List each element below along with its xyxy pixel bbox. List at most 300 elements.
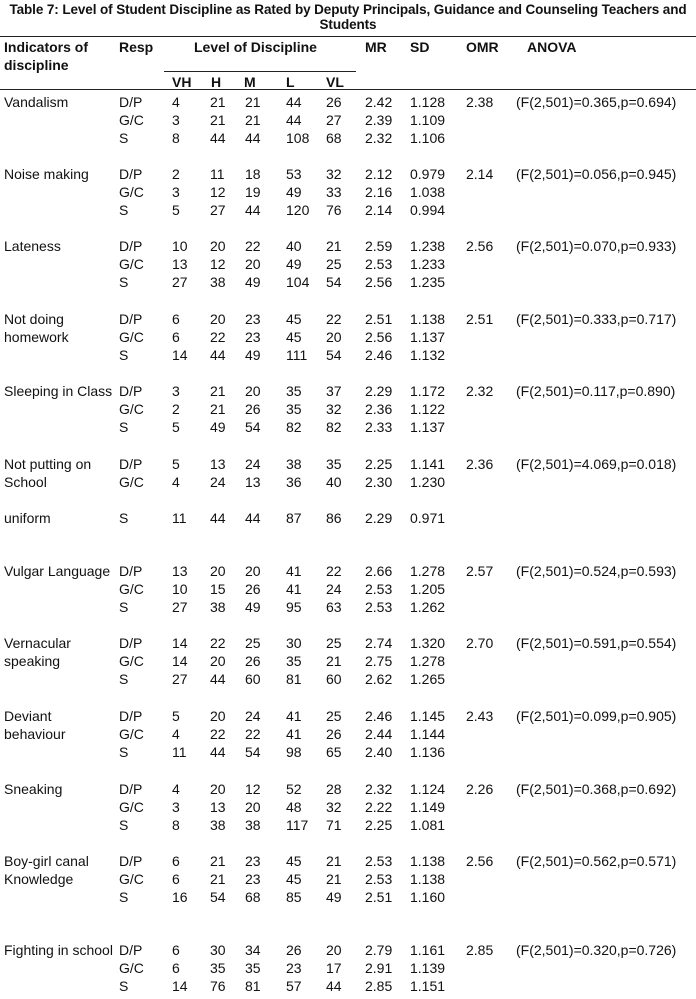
cell-l: 45	[286, 871, 302, 887]
indicator-label: uniform	[4, 510, 51, 526]
cell-l: 35	[286, 401, 302, 417]
cell-l: 117	[286, 817, 309, 833]
cell-sd: 1.160	[410, 889, 446, 905]
cell-mr: 2.14	[365, 202, 393, 218]
cell-vh: 5	[172, 708, 180, 724]
cell-l: 26	[286, 942, 302, 958]
cell-sd: 0.979	[410, 166, 446, 182]
cell-vl: 65	[326, 744, 342, 760]
cell-resp: S	[119, 510, 129, 526]
subheader-h: H	[211, 74, 222, 90]
cell-l: 49	[286, 256, 302, 272]
cell-resp: G/C	[119, 581, 144, 597]
cell-vl: 86	[326, 510, 342, 526]
cell-l: 81	[286, 671, 302, 687]
cell-mr: 2.32	[365, 130, 393, 146]
cell-vh: 5	[172, 456, 180, 472]
anova-value: (F(2,501)=0.365,p=0.694)	[516, 94, 677, 110]
cell-vl: 33	[326, 184, 342, 200]
cell-vh: 5	[172, 202, 180, 218]
cell-sd: 0.994	[410, 202, 446, 218]
cell-mr: 2.42	[365, 94, 393, 110]
cell-vh: 5	[172, 419, 180, 435]
cell-m: 13	[245, 474, 261, 490]
omr-value: 2.36	[466, 456, 494, 472]
cell-m: 23	[245, 853, 261, 869]
cell-mr: 2.53	[365, 853, 393, 869]
cell-vh: 6	[172, 853, 180, 869]
cell-vl: 49	[326, 889, 342, 905]
cell-l: 23	[286, 960, 302, 976]
cell-l: 111	[286, 347, 308, 363]
cell-resp: G/C	[119, 960, 144, 976]
cell-mr: 2.22	[365, 799, 393, 815]
cell-h: 76	[210, 978, 226, 994]
cell-l: 108	[286, 130, 310, 146]
cell-resp: D/P	[119, 853, 143, 869]
cell-mr: 2.39	[365, 112, 393, 128]
header-mr: MR	[365, 39, 387, 55]
cell-h: 20	[210, 311, 226, 327]
cell-resp: S	[119, 130, 129, 146]
cell-m: 12	[245, 781, 261, 797]
cell-mr: 2.29	[365, 383, 393, 399]
cell-vh: 10	[172, 581, 188, 597]
cell-sd: 1.278	[410, 563, 446, 579]
cell-resp: G/C	[119, 184, 144, 200]
cell-resp: D/P	[119, 94, 143, 110]
cell-l: 45	[286, 329, 302, 345]
cell-vl: 22	[326, 311, 342, 327]
anova-value: (F(2,501)=0.562,p=0.571)	[516, 853, 677, 869]
omr-value: 2.57	[466, 563, 494, 579]
cell-mr: 2.51	[365, 311, 393, 327]
cell-m: 44	[245, 130, 261, 146]
cell-l: 87	[286, 510, 302, 526]
cell-mr: 2.16	[365, 184, 393, 200]
cell-l: 120	[286, 202, 310, 218]
cell-sd: 1.138	[410, 853, 446, 869]
header-bottom-rule	[0, 89, 696, 90]
cell-sd: 1.278	[410, 653, 446, 669]
cell-mr: 2.56	[365, 329, 393, 345]
cell-resp: D/P	[119, 238, 143, 254]
cell-h: 13	[210, 456, 226, 472]
cell-h: 30	[210, 942, 226, 958]
cell-l: 35	[286, 383, 302, 399]
cell-m: 21	[245, 112, 261, 128]
cell-mr: 2.56	[365, 274, 393, 290]
cell-resp: D/P	[119, 708, 143, 724]
cell-h: 21	[210, 853, 226, 869]
cell-h: 44	[210, 510, 226, 526]
cell-vh: 13	[172, 563, 188, 579]
cell-sd: 1.141	[410, 456, 446, 472]
cell-mr: 2.53	[365, 256, 393, 272]
cell-vl: 44	[326, 978, 342, 994]
cell-m: 49	[245, 274, 261, 290]
header-sd: SD	[410, 39, 430, 55]
cell-sd: 1.128	[410, 94, 446, 110]
cell-m: 18	[245, 166, 261, 182]
cell-resp: D/P	[119, 563, 143, 579]
cell-m: 54	[245, 744, 261, 760]
cell-vh: 27	[172, 599, 188, 615]
cell-m: 26	[245, 581, 261, 597]
cell-resp: G/C	[119, 401, 144, 417]
cell-m: 81	[245, 978, 261, 994]
indicator-label: Vandalism	[4, 94, 69, 110]
cell-m: 22	[245, 238, 261, 254]
anova-value: (F(2,501)=0.591,p=0.554)	[516, 635, 677, 651]
cell-m: 23	[245, 329, 261, 345]
anova-value: (F(2,501)=0.117,p=0.890)	[516, 383, 676, 399]
indicator-label: Lateness	[4, 238, 61, 254]
cell-l: 104	[286, 274, 310, 290]
cell-mr: 2.53	[365, 871, 393, 887]
cell-h: 13	[210, 799, 226, 815]
cell-mr: 2.32	[365, 781, 393, 797]
cell-vh: 14	[172, 635, 188, 651]
header-resp: Resp	[119, 39, 154, 55]
cell-resp: G/C	[119, 726, 144, 742]
indicator-label: Vernacular speaking	[4, 635, 71, 669]
cell-l: 41	[286, 708, 302, 724]
cell-vh: 11	[172, 510, 187, 526]
cell-sd: 1.320	[410, 635, 446, 651]
cell-vl: 21	[326, 853, 342, 869]
cell-l: 48	[286, 799, 302, 815]
cell-l: 44	[286, 112, 302, 128]
cell-vh: 10	[172, 238, 188, 254]
cell-resp: S	[119, 817, 129, 833]
cell-resp: S	[119, 744, 129, 760]
cell-l: 53	[286, 166, 302, 182]
omr-value: 2.56	[466, 238, 494, 254]
cell-m: 20	[245, 383, 261, 399]
cell-vl: 32	[326, 401, 342, 417]
cell-l: 49	[286, 184, 302, 200]
cell-l: 44	[286, 94, 302, 110]
cell-vh: 6	[172, 871, 180, 887]
cell-mr: 2.79	[365, 942, 393, 958]
header-anova: ANOVA	[527, 39, 577, 55]
cell-sd: 1.138	[410, 311, 446, 327]
cell-mr: 2.29	[365, 510, 393, 526]
cell-m: 44	[245, 510, 261, 526]
cell-m: 26	[245, 401, 261, 417]
cell-l: 35	[286, 653, 302, 669]
cell-vh: 6	[172, 311, 180, 327]
cell-vh: 4	[172, 781, 180, 797]
cell-vl: 54	[326, 274, 342, 290]
cell-vl: 24	[326, 581, 342, 597]
cell-mr: 2.74	[365, 635, 393, 651]
cell-sd: 1.124	[410, 781, 446, 797]
cell-vl: 82	[326, 419, 342, 435]
cell-vl: 32	[326, 166, 342, 182]
cell-l: 85	[286, 889, 302, 905]
cell-vh: 8	[172, 817, 180, 833]
cell-h: 44	[210, 671, 226, 687]
cell-h: 21	[210, 112, 226, 128]
cell-resp: D/P	[119, 635, 143, 651]
cell-l: 98	[286, 744, 302, 760]
cell-vl: 25	[326, 256, 342, 272]
cell-h: 20	[210, 238, 226, 254]
subheader-l: L	[286, 74, 295, 90]
cell-mr: 2.51	[365, 889, 393, 905]
cell-h: 24	[210, 474, 226, 490]
cell-m: 25	[245, 635, 261, 651]
cell-h: 12	[210, 256, 226, 272]
header-omr: OMR	[466, 39, 499, 55]
cell-l: 38	[286, 456, 302, 472]
omr-value: 2.38	[466, 94, 494, 110]
omr-value: 2.26	[466, 781, 494, 797]
cell-h: 21	[210, 871, 226, 887]
indicator-label: Sleeping in Class	[4, 383, 113, 399]
indicator-label: Not doing homework	[4, 311, 69, 345]
cell-mr: 2.25	[365, 456, 393, 472]
cell-h: 35	[210, 960, 226, 976]
cell-m: 20	[245, 563, 261, 579]
omr-value: 2.70	[466, 635, 494, 651]
cell-l: 45	[286, 853, 302, 869]
cell-sd: 1.137	[410, 419, 446, 435]
level-subheader-rule	[164, 71, 356, 72]
cell-m: 34	[245, 942, 261, 958]
cell-vh: 3	[172, 383, 180, 399]
cell-resp: S	[119, 347, 129, 363]
cell-mr: 2.12	[365, 166, 393, 182]
omr-value: 2.43	[466, 708, 494, 724]
header-level: Level of Discipline	[194, 39, 317, 55]
cell-vh: 14	[172, 347, 188, 363]
cell-resp: G/C	[119, 256, 144, 272]
cell-mr: 2.46	[365, 347, 393, 363]
cell-m: 22	[245, 726, 261, 742]
cell-m: 44	[245, 202, 261, 218]
subheader-vl: VL	[326, 74, 344, 90]
cell-vl: 76	[326, 202, 342, 218]
cell-h: 27	[210, 202, 226, 218]
cell-mr: 2.53	[365, 581, 393, 597]
cell-m: 49	[245, 347, 261, 363]
cell-l: 57	[286, 978, 302, 994]
subheader-m: M	[244, 74, 256, 90]
cell-l: 95	[286, 599, 302, 615]
cell-h: 11	[210, 166, 225, 182]
cell-mr: 2.40	[365, 744, 393, 760]
cell-vh: 16	[172, 889, 188, 905]
cell-resp: G/C	[119, 112, 144, 128]
cell-h: 38	[210, 274, 226, 290]
anova-value: (F(2,501)=0.099,p=0.905)	[516, 708, 677, 724]
cell-vh: 2	[172, 401, 180, 417]
cell-h: 44	[210, 347, 226, 363]
cell-vh: 8	[172, 130, 180, 146]
indicator-label: Sneaking	[4, 781, 63, 797]
omr-value: 2.14	[466, 166, 494, 182]
cell-sd: 1.106	[410, 130, 446, 146]
cell-vh: 2	[172, 166, 180, 182]
cell-sd: 1.136	[410, 744, 446, 760]
cell-l: 36	[286, 474, 302, 490]
cell-h: 12	[210, 184, 226, 200]
cell-h: 54	[210, 889, 226, 905]
cell-vl: 21	[326, 653, 342, 669]
cell-resp: S	[119, 599, 129, 615]
cell-resp: S	[119, 419, 129, 435]
cell-h: 22	[210, 726, 226, 742]
anova-value: (F(2,501)=0.368,p=0.692)	[516, 781, 677, 797]
cell-vl: 26	[326, 726, 342, 742]
cell-sd: 1.230	[410, 474, 446, 490]
cell-vl: 32	[326, 799, 342, 815]
cell-l: 30	[286, 635, 302, 651]
cell-vl: 26	[326, 94, 342, 110]
cell-vh: 27	[172, 671, 188, 687]
cell-sd: 1.081	[410, 817, 446, 833]
cell-m: 24	[245, 456, 261, 472]
cell-mr: 2.36	[365, 401, 393, 417]
header-indicators: Indicators of discipline	[4, 39, 89, 73]
cell-vh: 3	[172, 184, 180, 200]
cell-sd: 1.137	[410, 329, 446, 345]
anova-value: (F(2,501)=0.333,p=0.717)	[516, 311, 677, 327]
cell-vh: 6	[172, 960, 180, 976]
cell-sd: 1.265	[410, 671, 446, 687]
cell-vl: 20	[326, 942, 342, 958]
cell-h: 20	[210, 653, 226, 669]
cell-vh: 4	[172, 94, 180, 110]
cell-vh: 3	[172, 799, 180, 815]
cell-mr: 2.66	[365, 563, 393, 579]
cell-h: 15	[210, 581, 226, 597]
indicator-label: Boy-girl canal Knowledge	[4, 853, 89, 887]
omr-value: 2.51	[466, 311, 494, 327]
cell-h: 38	[210, 599, 226, 615]
cell-m: 23	[245, 311, 261, 327]
cell-m: 19	[245, 184, 261, 200]
cell-l: 40	[286, 238, 302, 254]
cell-vh: 14	[172, 653, 188, 669]
cell-sd: 1.233	[410, 256, 446, 272]
cell-mr: 2.59	[365, 238, 393, 254]
cell-vl: 71	[326, 817, 342, 833]
table-title: Table 7: Level of Student Discipline as Rated by Deputy Principals, Guidance and Counseling Teachers and Students	[9, 2, 687, 32]
cell-h: 21	[210, 94, 226, 110]
cell-mr: 2.33	[365, 419, 393, 435]
cell-resp: D/P	[119, 456, 143, 472]
cell-m: 49	[245, 599, 261, 615]
cell-h: 49	[210, 419, 226, 435]
cell-resp: G/C	[119, 799, 144, 815]
cell-mr: 2.30	[365, 474, 393, 490]
cell-sd: 1.161	[410, 942, 446, 958]
cell-vl: 40	[326, 474, 342, 490]
anova-value: (F(2,501)=0.056,p=0.945)	[516, 166, 677, 182]
cell-vh: 6	[172, 329, 180, 345]
cell-sd: 1.235	[410, 274, 446, 290]
cell-sd: 1.132	[410, 347, 446, 363]
cell-m: 68	[245, 889, 261, 905]
cell-resp: S	[119, 671, 129, 687]
cell-vh: 14	[172, 978, 188, 994]
cell-l: 52	[286, 781, 302, 797]
cell-m: 60	[245, 671, 261, 687]
cell-resp: D/P	[119, 383, 143, 399]
cell-vh: 6	[172, 942, 180, 958]
cell-l: 41	[286, 563, 302, 579]
cell-h: 22	[210, 329, 226, 345]
cell-l: 41	[286, 726, 302, 742]
subheader-vh: VH	[172, 74, 192, 90]
cell-h: 20	[210, 563, 226, 579]
indicator-label: Not putting on School	[4, 456, 92, 490]
indicator-label: Vulgar Language	[4, 563, 111, 579]
cell-h: 20	[210, 781, 226, 797]
cell-vl: 28	[326, 781, 342, 797]
cell-l: 41	[286, 581, 302, 597]
cell-h: 22	[210, 635, 226, 651]
cell-resp: G/C	[119, 474, 144, 490]
indicator-label: Fighting in school	[4, 942, 113, 958]
cell-resp: D/P	[119, 942, 143, 958]
cell-vh: 4	[172, 474, 180, 490]
omr-value: 2.32	[466, 383, 494, 399]
cell-m: 20	[245, 256, 261, 272]
cell-resp: G/C	[119, 329, 144, 345]
anova-value: (F(2,501)=0.070,p=0.933)	[516, 238, 677, 254]
cell-sd: 1.038	[410, 184, 446, 200]
cell-vl: 22	[326, 563, 342, 579]
cell-vl: 27	[326, 112, 342, 128]
omr-value: 2.56	[466, 853, 494, 869]
indicator-label: Deviant behaviour	[4, 708, 66, 742]
cell-m: 38	[245, 817, 261, 833]
indicator-label: Noise making	[4, 166, 89, 182]
cell-vl: 17	[326, 960, 342, 976]
cell-h: 44	[210, 130, 226, 146]
cell-mr: 2.44	[365, 726, 393, 742]
cell-vl: 68	[326, 130, 342, 146]
cell-sd: 1.139	[410, 960, 446, 976]
cell-m: 26	[245, 653, 261, 669]
cell-h: 21	[210, 383, 226, 399]
cell-sd: 1.145	[410, 708, 446, 724]
cell-m: 21	[245, 94, 261, 110]
cell-mr: 2.91	[365, 960, 393, 976]
cell-vl: 21	[326, 871, 342, 887]
cell-resp: S	[119, 202, 129, 218]
cell-sd: 1.205	[410, 581, 446, 597]
cell-sd: 0.971	[410, 510, 446, 526]
cell-vh: 13	[172, 256, 188, 272]
anova-value: (F(2,501)=4.069,p=0.018)	[516, 456, 677, 472]
anova-value: (F(2,501)=0.320,p=0.726)	[516, 942, 677, 958]
cell-h: 44	[210, 744, 226, 760]
cell-m: 54	[245, 419, 261, 435]
cell-resp: S	[119, 978, 129, 994]
cell-vh: 3	[172, 112, 180, 128]
cell-vh: 11	[172, 744, 187, 760]
cell-h: 20	[210, 708, 226, 724]
cell-mr: 2.85	[365, 978, 393, 994]
cell-l: 45	[286, 311, 302, 327]
cell-vl: 54	[326, 347, 342, 363]
